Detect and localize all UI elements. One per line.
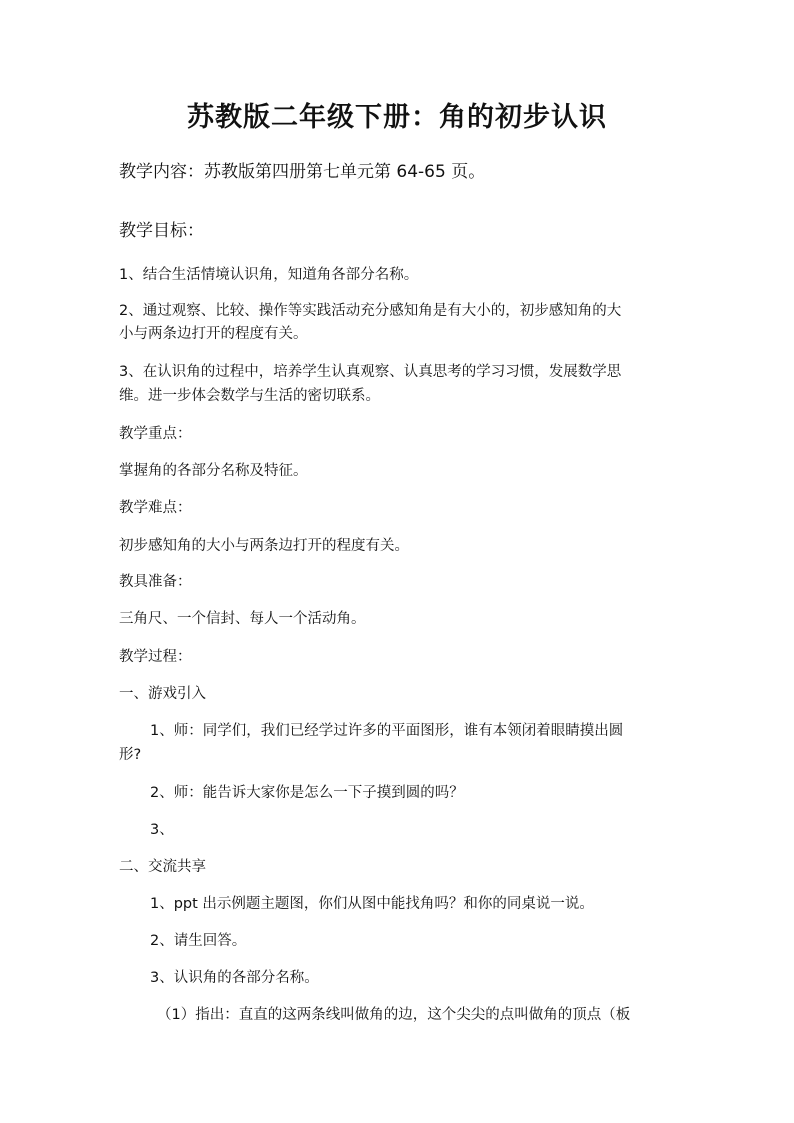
process-heading: 教学过程：	[119, 649, 192, 665]
section-1-item-2: 2、师：能告诉大家你是怎么一下子摸到圆的吗？	[150, 785, 464, 801]
difficulty-heading: 教学难点：	[119, 500, 192, 516]
key-points-text: 掌握角的各部分名称及特征。	[119, 463, 308, 479]
tools-heading: 教具准备：	[119, 574, 192, 590]
key-points-heading: 教学重点：	[119, 426, 192, 442]
goal-item-2-line-1: 2、通过观察、比较、操作等实践活动充分感知角是有大小的，初步感知角的大	[119, 303, 622, 319]
section-2-item-3-sub-1: （1）指出：直直的这两条线叫做角的边，这个尖尖的点叫做角的顶点（板	[157, 1007, 631, 1023]
section-2-heading: 二、交流共享	[119, 859, 206, 875]
section-1-item-1-line-2: 形?	[119, 747, 142, 763]
goal-item-3-line-1: 3、在认识角的过程中，培养学生认真观察、认真思考的学习习惯，发展数学思	[119, 364, 622, 380]
teaching-content: 教学内容：苏教版第四册第七单元第 64-65 页。	[119, 162, 486, 182]
section-2-item-2: 2、请生回答。	[150, 933, 247, 949]
document-title: 苏教版二年级下册：角的初步认识	[187, 102, 607, 133]
goal-item-3-line-2: 维。进一步体会数学与生活的密切联系。	[119, 388, 380, 404]
section-1-item-1-line-1: 1、师：同学们，我们已经学过许多的平面图形，谁有本领闭着眼睛摸出圆	[150, 723, 624, 739]
difficulty-text: 初步感知角的大小与两条边打开的程度有关。	[119, 538, 409, 554]
section-1-item-3: 3、	[150, 822, 174, 838]
section-1-heading: 一、游戏引入	[119, 686, 206, 702]
section-2-item-1: 1、ppt 出示例题主题图，你们从图中能找角吗？和你的同桌说一说。	[150, 896, 594, 912]
goal-item-1: 1、结合生活情境认识角，知道角各部分名称。	[119, 267, 419, 283]
tools-text: 三角尺、一个信封、每人一个活动角。	[119, 611, 366, 627]
goals-heading: 教学目标：	[119, 221, 204, 241]
section-2-item-3: 3、认识角的各部分名称。	[150, 970, 319, 986]
goal-item-2-line-2: 小与两条边打开的程度有关。	[119, 326, 308, 342]
